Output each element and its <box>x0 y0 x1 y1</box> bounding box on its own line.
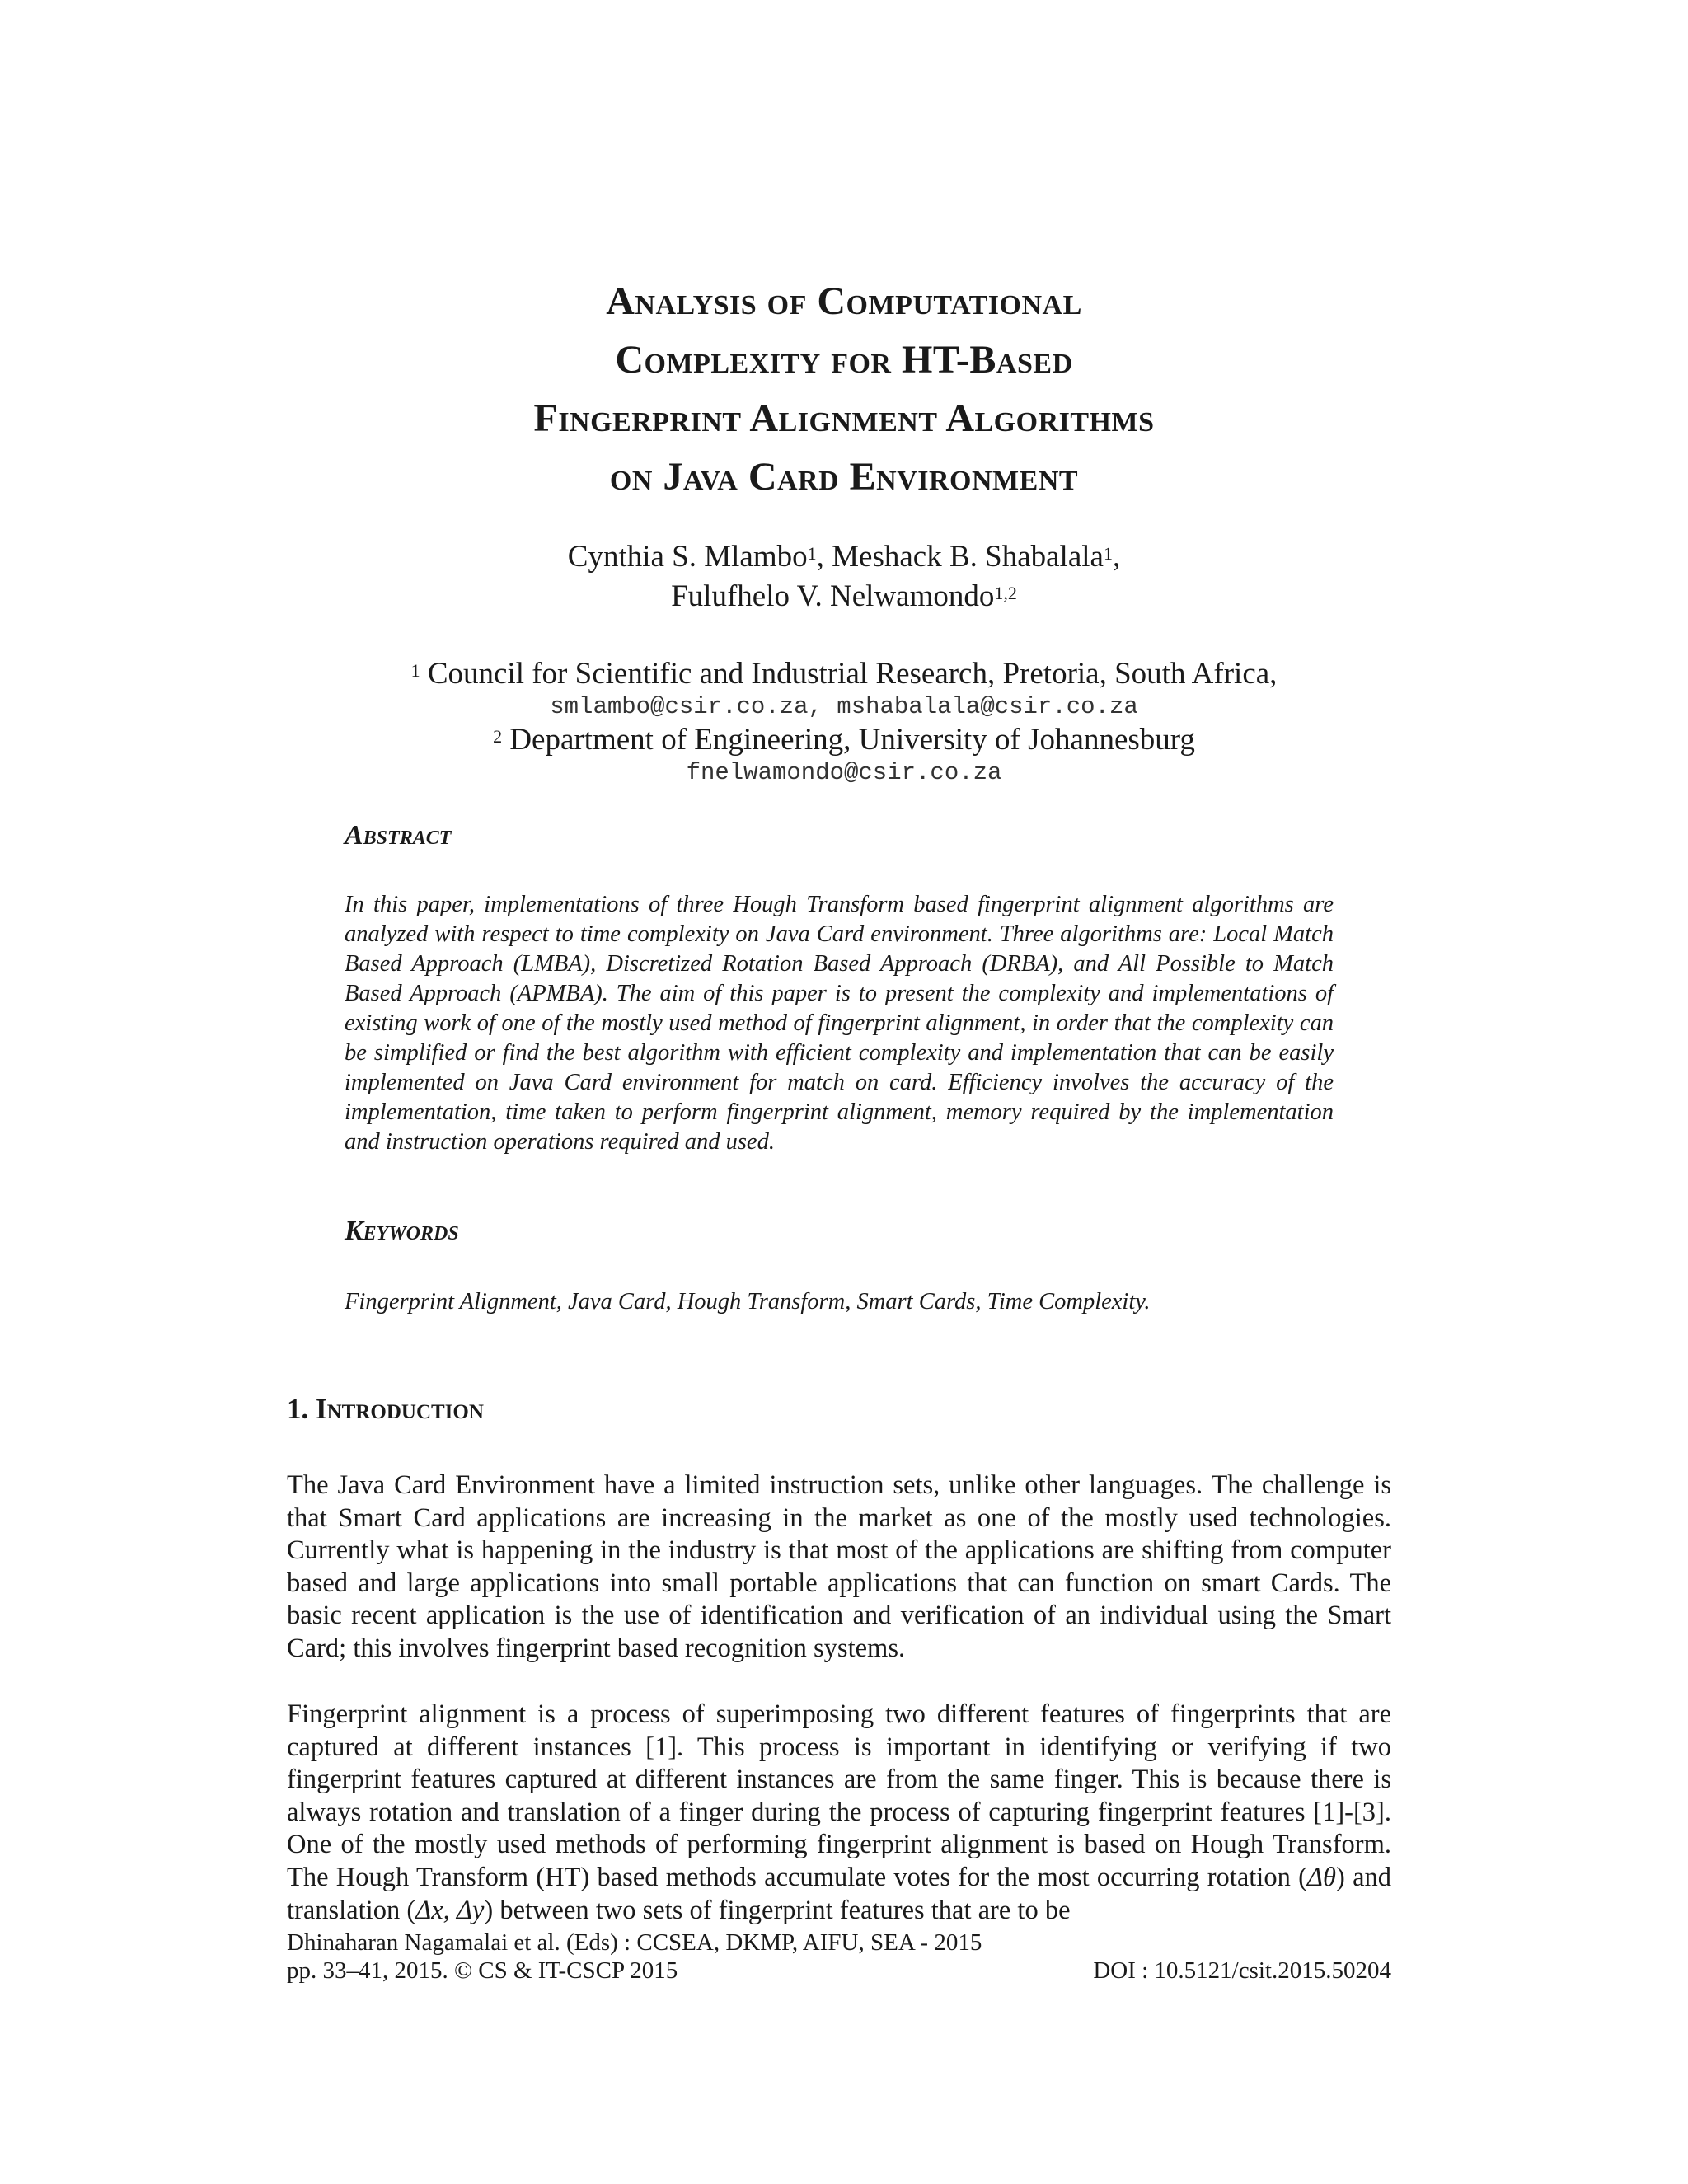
author-emails: smlambo@csir.co.za, mshabalala@csir.co.za <box>550 693 1138 720</box>
keywords-text: Fingerprint Alignment, Java Card, Hough Transform, Smart Cards, Time Complexity. <box>345 1289 1151 1315</box>
section-heading-introduction: 1. Introduction <box>287 1393 484 1425</box>
title-line: on Java Card Environment <box>609 455 1079 499</box>
paragraph-text: Fingerprint alignment is a process of superimposing two different features of fingerprints that are captured at different instances [1]. This process is important in identifying or verifying if two fingerprint features captured at different instances are from the same finger. This is because there is always rotation and translation of a finger during the process of capturing fingerprint features [1]-[3]. One of the mostly used methods of performing fingerprint alignment is based on Hough Transform. The Hough Transform (HT) based methods accumulate votes for the most occurring rotation ( <box>287 1699 1391 1892</box>
separator: , <box>1112 540 1121 574</box>
affiliation-text: Department of Engineering, University of Johannesburg <box>502 723 1195 757</box>
abstract-text: In this paper, implementations of three Hough Transform based fingerprint alignment algorithms are analyzed with respect to time complexity on Java Card environment. Three algorithms are: Local Match Based Approach (LMBA), Discretized Rotation Based Approach (DRBA), and All Possible to Match Based Approach (APMBA). The aim of this paper is to present the complexity and implementations of existing work of one of the mostly used method of fingerprint alignment, in order that the complexity can be simplified or find the best algorithm with efficient complexity and implementation that can be easily implemented on Java Card environment for match on card. Efficiency involves the accuracy of the implementation, time taken to perform fingerprint alignment, memory required by the implementation and instruction operations required and used. <box>345 892 1334 1155</box>
author-affiliation-mark: 1 <box>1103 543 1113 564</box>
title-line: Complexity for HT-Based <box>615 338 1073 382</box>
author-name: , Meshack B. Shabalala <box>816 540 1104 574</box>
intro-paragraph-2 <box>287 1699 1391 1927</box>
paragraph-text: ) between two sets of fingerprint features that are to be <box>484 1895 1071 1925</box>
author-affiliation-mark: 1 <box>807 543 817 564</box>
page-footer <box>287 1929 1391 1985</box>
abstract-heading: Abstract <box>345 820 452 851</box>
translation-symbols: Δx, Δy <box>415 1895 485 1925</box>
title-line: Fingerprint Alignment Algorithms <box>533 396 1155 440</box>
footer-proceedings: Dhinaharan Nagamalai et al. (Eds) : CCSEA, DKMP, AIFU, SEA - 2015 <box>287 1929 982 1956</box>
title-line: Analysis of Computational <box>606 279 1082 323</box>
author-affiliation-mark: 1,2 <box>994 583 1017 603</box>
keywords-heading: Keywords <box>345 1216 459 1246</box>
rotation-symbol: Δθ <box>1306 1862 1336 1892</box>
author-email: fnelwamondo@csir.co.za <box>686 759 1002 786</box>
paragraph-text: ) and translation ( <box>287 1862 1391 1925</box>
author-list <box>0 537 1688 616</box>
paper-title <box>0 272 1688 506</box>
footer-doi: DOI : 10.5121/csit.2015.50204 <box>1093 1957 1391 1984</box>
affiliation-text: Council for Scientific and Industrial Research, Pretoria, South Africa, <box>420 657 1278 691</box>
intro-paragraph-1: The Java Card Environment have a limited instruction sets, unlike other languages. The challenge is that Smart Card applications are increasing in the market as one of the mostly used technologies. Currently what is happening in the industry is that most of the applications are shifting from computer based and large applications into small portable applications that can function on smart Cards. The basic recent application is the use of identification and verification of an individual using the Smart Card; this involves fingerprint based recognition systems. <box>287 1470 1391 1663</box>
footer-pages: pp. 33–41, 2015. © CS & IT-CSCP 2015 <box>287 1957 678 1984</box>
author-name: Fulufhelo V. Nelwamondo <box>671 579 995 613</box>
affiliation-mark: 1 <box>410 660 420 681</box>
affiliations <box>0 658 1688 790</box>
affiliation-mark: 2 <box>493 726 503 747</box>
author-name: Cynthia S. Mlambo <box>567 540 808 574</box>
